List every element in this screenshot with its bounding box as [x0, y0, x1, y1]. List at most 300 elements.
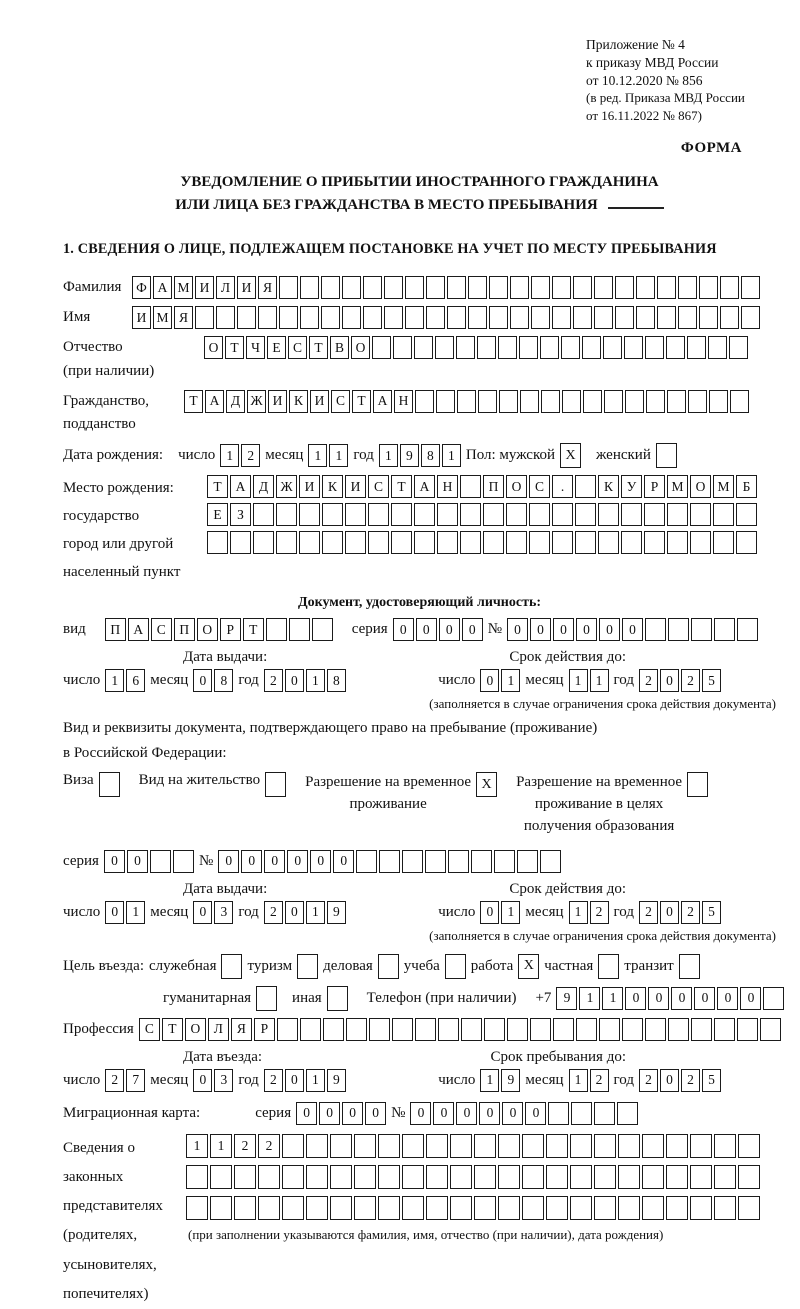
char-box[interactable]: 2	[241, 444, 260, 467]
char-box[interactable]: 1	[220, 444, 239, 467]
char-box[interactable]	[546, 1165, 568, 1189]
char-box[interactable]	[540, 336, 559, 359]
char-box[interactable]	[460, 503, 481, 526]
char-box[interactable]	[436, 390, 455, 413]
char-box[interactable]	[447, 306, 466, 329]
char-box[interactable]	[645, 1018, 666, 1041]
char-box[interactable]	[330, 1134, 352, 1158]
char-box[interactable]	[506, 503, 527, 526]
char-box[interactable]	[207, 531, 228, 554]
char-box[interactable]: 0	[660, 901, 679, 924]
char-box[interactable]: 0	[622, 618, 643, 641]
char-box[interactable]: Е	[207, 503, 228, 526]
char-box[interactable]	[667, 503, 688, 526]
char-box[interactable]: И	[195, 276, 214, 299]
char-box[interactable]	[342, 276, 361, 299]
char-box[interactable]: Т	[391, 475, 412, 498]
char-box[interactable]	[363, 306, 382, 329]
char-box[interactable]	[363, 276, 382, 299]
char-box[interactable]: 8	[214, 669, 233, 692]
char-box[interactable]	[657, 276, 676, 299]
char-box[interactable]	[195, 306, 214, 329]
char-box[interactable]	[426, 276, 445, 299]
char-box[interactable]	[378, 1134, 400, 1158]
char-box[interactable]: 1	[329, 444, 348, 467]
char-box[interactable]: 0	[480, 669, 499, 692]
char-box[interactable]	[517, 850, 538, 873]
char-box[interactable]	[306, 1134, 328, 1158]
char-box[interactable]: И	[345, 475, 366, 498]
char-box[interactable]	[575, 531, 596, 554]
char-box[interactable]	[456, 336, 475, 359]
char-box[interactable]	[738, 1196, 760, 1220]
char-box[interactable]	[402, 1196, 424, 1220]
char-box[interactable]	[690, 1165, 712, 1189]
char-box[interactable]	[391, 503, 412, 526]
char-box[interactable]	[234, 1165, 256, 1189]
char-box[interactable]	[99, 772, 120, 797]
char-box[interactable]	[530, 1018, 551, 1041]
char-box[interactable]	[378, 954, 399, 979]
char-box[interactable]	[618, 1165, 640, 1189]
char-box[interactable]: 0	[285, 669, 304, 692]
char-box[interactable]: 3	[214, 1069, 233, 1092]
char-box[interactable]	[342, 306, 361, 329]
char-box[interactable]	[737, 618, 758, 641]
char-box[interactable]	[498, 336, 517, 359]
char-box[interactable]	[299, 503, 320, 526]
char-box[interactable]: А	[230, 475, 251, 498]
char-box[interactable]	[414, 336, 433, 359]
char-box[interactable]	[510, 276, 529, 299]
char-box[interactable]	[279, 276, 298, 299]
char-box[interactable]	[657, 306, 676, 329]
char-box[interactable]	[763, 987, 784, 1010]
char-box[interactable]: П	[483, 475, 504, 498]
char-box[interactable]	[519, 336, 538, 359]
char-box[interactable]: 9	[501, 1069, 520, 1092]
char-box[interactable]	[354, 1165, 376, 1189]
char-box[interactable]	[561, 336, 580, 359]
char-box[interactable]	[461, 1018, 482, 1041]
char-box[interactable]	[489, 276, 508, 299]
char-box[interactable]	[594, 306, 613, 329]
char-box[interactable]	[369, 1018, 390, 1041]
char-box[interactable]	[379, 850, 400, 873]
char-box[interactable]: 1	[501, 669, 520, 692]
char-box[interactable]	[468, 306, 487, 329]
char-box[interactable]	[668, 618, 689, 641]
char-box[interactable]	[173, 850, 194, 873]
char-box[interactable]: 0	[285, 1069, 304, 1092]
char-box[interactable]: 2	[234, 1134, 256, 1158]
char-box[interactable]	[474, 1165, 496, 1189]
char-box[interactable]	[687, 772, 708, 797]
char-box[interactable]: 1	[126, 901, 145, 924]
char-box[interactable]	[356, 850, 377, 873]
char-box[interactable]: Я	[174, 306, 193, 329]
char-box[interactable]	[553, 1018, 574, 1041]
char-box[interactable]	[300, 306, 319, 329]
char-box[interactable]	[736, 503, 757, 526]
char-box[interactable]: 1	[480, 1069, 499, 1092]
char-box[interactable]: Я	[231, 1018, 252, 1041]
char-box[interactable]: 0	[342, 1102, 363, 1125]
char-box[interactable]: 0	[365, 1102, 386, 1125]
char-box[interactable]	[282, 1134, 304, 1158]
char-box[interactable]	[230, 531, 251, 554]
char-box[interactable]	[714, 618, 735, 641]
char-box[interactable]	[425, 850, 446, 873]
char-box[interactable]: 1	[186, 1134, 208, 1158]
char-box[interactable]	[306, 1165, 328, 1189]
char-box[interactable]	[594, 1102, 615, 1125]
char-box[interactable]: 2	[264, 669, 283, 692]
char-box[interactable]: О	[690, 475, 711, 498]
char-box[interactable]	[522, 1134, 544, 1158]
char-box[interactable]: Л	[208, 1018, 229, 1041]
char-box[interactable]	[575, 475, 596, 498]
char-box[interactable]	[720, 306, 739, 329]
char-box[interactable]	[450, 1165, 472, 1189]
char-box[interactable]: 0	[525, 1102, 546, 1125]
char-box[interactable]	[471, 850, 492, 873]
char-box[interactable]: 2	[264, 901, 283, 924]
char-box[interactable]	[714, 1196, 736, 1220]
char-box[interactable]	[414, 531, 435, 554]
char-box[interactable]	[282, 1165, 304, 1189]
char-box[interactable]: П	[174, 618, 195, 641]
char-box[interactable]: 0	[333, 850, 354, 873]
char-box[interactable]	[529, 503, 550, 526]
char-box[interactable]	[690, 1134, 712, 1158]
char-box[interactable]: Б	[736, 475, 757, 498]
char-box[interactable]: В	[330, 336, 349, 359]
char-box[interactable]	[258, 1196, 280, 1220]
char-box[interactable]	[266, 618, 287, 641]
char-box[interactable]	[435, 336, 454, 359]
char-box[interactable]: Ж	[247, 390, 266, 413]
char-box[interactable]	[552, 503, 573, 526]
char-box[interactable]	[730, 390, 749, 413]
char-box[interactable]: 0	[310, 850, 331, 873]
char-box[interactable]	[450, 1134, 472, 1158]
char-box[interactable]	[540, 850, 561, 873]
char-box[interactable]	[426, 306, 445, 329]
char-box[interactable]	[499, 390, 518, 413]
char-box[interactable]	[460, 531, 481, 554]
char-box[interactable]	[687, 336, 706, 359]
char-box[interactable]	[575, 503, 596, 526]
char-box[interactable]: Я	[258, 276, 277, 299]
char-box[interactable]	[552, 531, 573, 554]
char-box[interactable]: И	[310, 390, 329, 413]
char-box[interactable]	[368, 503, 389, 526]
char-box[interactable]: О	[185, 1018, 206, 1041]
char-box[interactable]	[322, 503, 343, 526]
char-box[interactable]: 0	[104, 850, 125, 873]
char-box[interactable]	[552, 306, 571, 329]
char-box[interactable]	[615, 306, 634, 329]
char-box[interactable]: Р	[254, 1018, 275, 1041]
char-box[interactable]: 0	[553, 618, 574, 641]
char-box[interactable]	[688, 390, 707, 413]
char-box[interactable]	[438, 1018, 459, 1041]
char-box[interactable]	[186, 1196, 208, 1220]
char-box[interactable]: 1	[579, 987, 600, 1010]
char-box[interactable]: 0	[530, 618, 551, 641]
char-box[interactable]	[405, 276, 424, 299]
char-box[interactable]: 0	[319, 1102, 340, 1125]
char-box[interactable]	[617, 1102, 638, 1125]
char-box[interactable]	[598, 531, 619, 554]
char-box[interactable]: Л	[216, 276, 235, 299]
char-box[interactable]: 1	[379, 444, 398, 467]
char-box[interactable]	[678, 276, 697, 299]
char-box[interactable]	[279, 306, 298, 329]
char-box[interactable]: 0	[439, 618, 460, 641]
char-box[interactable]	[741, 306, 760, 329]
char-box[interactable]	[477, 336, 496, 359]
char-box[interactable]: 0	[507, 618, 528, 641]
char-box[interactable]: А	[128, 618, 149, 641]
char-box[interactable]: Т	[309, 336, 328, 359]
char-box[interactable]	[282, 1196, 304, 1220]
char-box[interactable]: 1	[105, 669, 124, 692]
char-box[interactable]: К	[322, 475, 343, 498]
char-box[interactable]	[498, 1196, 520, 1220]
char-box[interactable]	[699, 306, 718, 329]
char-box[interactable]: А	[153, 276, 172, 299]
char-box[interactable]: 1	[442, 444, 461, 467]
char-box[interactable]: 0	[416, 618, 437, 641]
char-box[interactable]: 1	[569, 669, 588, 692]
char-box[interactable]: И	[268, 390, 287, 413]
char-box[interactable]	[604, 390, 623, 413]
char-box[interactable]	[714, 1018, 735, 1041]
char-box[interactable]	[258, 306, 277, 329]
char-box[interactable]: 1	[210, 1134, 232, 1158]
char-box[interactable]: 0	[193, 669, 212, 692]
char-box[interactable]	[603, 336, 622, 359]
char-box[interactable]	[498, 1134, 520, 1158]
char-box[interactable]	[644, 503, 665, 526]
char-box[interactable]	[426, 1134, 448, 1158]
char-box[interactable]	[276, 503, 297, 526]
char-box[interactable]	[736, 531, 757, 554]
char-box[interactable]: 1	[590, 669, 609, 692]
char-box[interactable]: 6	[126, 669, 145, 692]
char-box[interactable]	[679, 954, 700, 979]
char-box[interactable]: 0	[410, 1102, 431, 1125]
char-box[interactable]	[642, 1196, 664, 1220]
char-box[interactable]	[392, 1018, 413, 1041]
char-box[interactable]: 0	[660, 1069, 679, 1092]
char-box[interactable]: 0	[502, 1102, 523, 1125]
char-box[interactable]: 0	[193, 1069, 212, 1092]
char-box[interactable]	[345, 503, 366, 526]
char-box[interactable]	[618, 1196, 640, 1220]
char-box[interactable]: Т	[352, 390, 371, 413]
char-box[interactable]	[299, 531, 320, 554]
char-box[interactable]	[738, 1134, 760, 1158]
char-box[interactable]: Т	[184, 390, 203, 413]
char-box[interactable]: 1	[501, 901, 520, 924]
char-box[interactable]	[738, 1165, 760, 1189]
char-box[interactable]: М	[667, 475, 688, 498]
char-box[interactable]: 0	[456, 1102, 477, 1125]
char-box[interactable]: С	[368, 475, 389, 498]
char-box[interactable]	[729, 336, 748, 359]
char-box[interactable]: 1	[306, 669, 325, 692]
char-box[interactable]: 2	[590, 901, 609, 924]
char-box[interactable]	[354, 1134, 376, 1158]
char-box[interactable]: 2	[639, 669, 658, 692]
char-box[interactable]	[437, 531, 458, 554]
char-box[interactable]	[599, 1018, 620, 1041]
char-box[interactable]	[570, 1134, 592, 1158]
char-box[interactable]	[522, 1196, 544, 1220]
char-box[interactable]: 0	[264, 850, 285, 873]
char-box[interactable]	[760, 1018, 781, 1041]
char-box[interactable]	[321, 306, 340, 329]
char-box[interactable]: А	[373, 390, 392, 413]
char-box[interactable]: О	[506, 475, 527, 498]
char-box[interactable]: И	[299, 475, 320, 498]
char-box[interactable]	[573, 276, 592, 299]
char-box[interactable]	[622, 1018, 643, 1041]
char-box[interactable]	[594, 276, 613, 299]
char-box[interactable]	[699, 276, 718, 299]
char-box[interactable]: 2	[681, 669, 700, 692]
char-box[interactable]	[321, 276, 340, 299]
char-box[interactable]	[668, 1018, 689, 1041]
char-box[interactable]: Н	[394, 390, 413, 413]
char-box[interactable]: 2	[105, 1069, 124, 1092]
char-box[interactable]	[345, 531, 366, 554]
char-box[interactable]	[709, 390, 728, 413]
char-box[interactable]: 8	[421, 444, 440, 467]
char-box[interactable]	[300, 1018, 321, 1041]
char-box[interactable]: С	[288, 336, 307, 359]
char-box[interactable]: Д	[253, 475, 274, 498]
char-box[interactable]: 0	[433, 1102, 454, 1125]
char-box[interactable]: 1	[602, 987, 623, 1010]
char-box[interactable]	[646, 390, 665, 413]
char-box[interactable]: X	[476, 772, 497, 797]
char-box[interactable]: 0	[287, 850, 308, 873]
char-box[interactable]	[690, 503, 711, 526]
char-box[interactable]: 1	[308, 444, 327, 467]
char-box[interactable]: И	[132, 306, 151, 329]
char-box[interactable]	[447, 276, 466, 299]
char-box[interactable]: 0	[127, 850, 148, 873]
char-box[interactable]	[277, 1018, 298, 1041]
char-box[interactable]	[300, 276, 319, 299]
char-box[interactable]: 2	[639, 901, 658, 924]
char-box[interactable]: Д	[226, 390, 245, 413]
char-box[interactable]	[426, 1196, 448, 1220]
char-box[interactable]	[666, 1165, 688, 1189]
char-box[interactable]	[445, 954, 466, 979]
char-box[interactable]	[474, 1134, 496, 1158]
char-box[interactable]	[402, 1134, 424, 1158]
char-box[interactable]: 9	[556, 987, 577, 1010]
char-box[interactable]	[216, 306, 235, 329]
char-box[interactable]: У	[621, 475, 642, 498]
char-box[interactable]: Т	[243, 618, 264, 641]
char-box[interactable]: 0	[105, 901, 124, 924]
char-box[interactable]	[625, 390, 644, 413]
char-box[interactable]	[571, 1102, 592, 1125]
char-box[interactable]	[276, 531, 297, 554]
char-box[interactable]	[713, 503, 734, 526]
char-box[interactable]	[621, 503, 642, 526]
char-box[interactable]: О	[204, 336, 223, 359]
char-box[interactable]	[667, 531, 688, 554]
char-box[interactable]	[253, 503, 274, 526]
char-box[interactable]	[573, 306, 592, 329]
char-box[interactable]: Р	[220, 618, 241, 641]
char-box[interactable]	[415, 1018, 436, 1041]
char-box[interactable]: М	[713, 475, 734, 498]
char-box[interactable]	[186, 1165, 208, 1189]
char-box[interactable]	[666, 1196, 688, 1220]
char-box[interactable]: 0	[462, 618, 483, 641]
char-box[interactable]: 0	[625, 987, 646, 1010]
char-box[interactable]	[414, 503, 435, 526]
char-box[interactable]: Ф	[132, 276, 151, 299]
char-box[interactable]	[327, 986, 348, 1011]
char-box[interactable]: Ч	[246, 336, 265, 359]
char-box[interactable]	[378, 1196, 400, 1220]
char-box[interactable]	[645, 336, 664, 359]
char-box[interactable]: 9	[327, 901, 346, 924]
char-box[interactable]	[507, 1018, 528, 1041]
char-box[interactable]	[708, 336, 727, 359]
char-box[interactable]	[306, 1196, 328, 1220]
char-box[interactable]: Т	[225, 336, 244, 359]
char-box[interactable]	[644, 531, 665, 554]
char-box[interactable]	[391, 531, 412, 554]
char-box[interactable]	[372, 336, 391, 359]
char-box[interactable]	[531, 276, 550, 299]
char-box[interactable]	[690, 531, 711, 554]
char-box[interactable]	[522, 1165, 544, 1189]
char-box[interactable]: 0	[241, 850, 262, 873]
char-box[interactable]: 0	[660, 669, 679, 692]
char-box[interactable]: X	[560, 443, 581, 468]
char-box[interactable]: Н	[437, 475, 458, 498]
char-box[interactable]	[642, 1134, 664, 1158]
char-box[interactable]: Т	[162, 1018, 183, 1041]
char-box[interactable]: 1	[306, 901, 325, 924]
char-box[interactable]	[714, 1134, 736, 1158]
char-box[interactable]	[691, 618, 712, 641]
char-box[interactable]	[582, 336, 601, 359]
char-box[interactable]: 0	[717, 987, 738, 1010]
char-box[interactable]	[450, 1196, 472, 1220]
char-box[interactable]	[618, 1134, 640, 1158]
char-box[interactable]	[594, 1165, 616, 1189]
char-box[interactable]	[346, 1018, 367, 1041]
char-box[interactable]	[541, 390, 560, 413]
char-box[interactable]	[570, 1165, 592, 1189]
char-box[interactable]	[624, 336, 643, 359]
char-box[interactable]	[656, 443, 677, 468]
char-box[interactable]: Е	[267, 336, 286, 359]
char-box[interactable]: Р	[644, 475, 665, 498]
